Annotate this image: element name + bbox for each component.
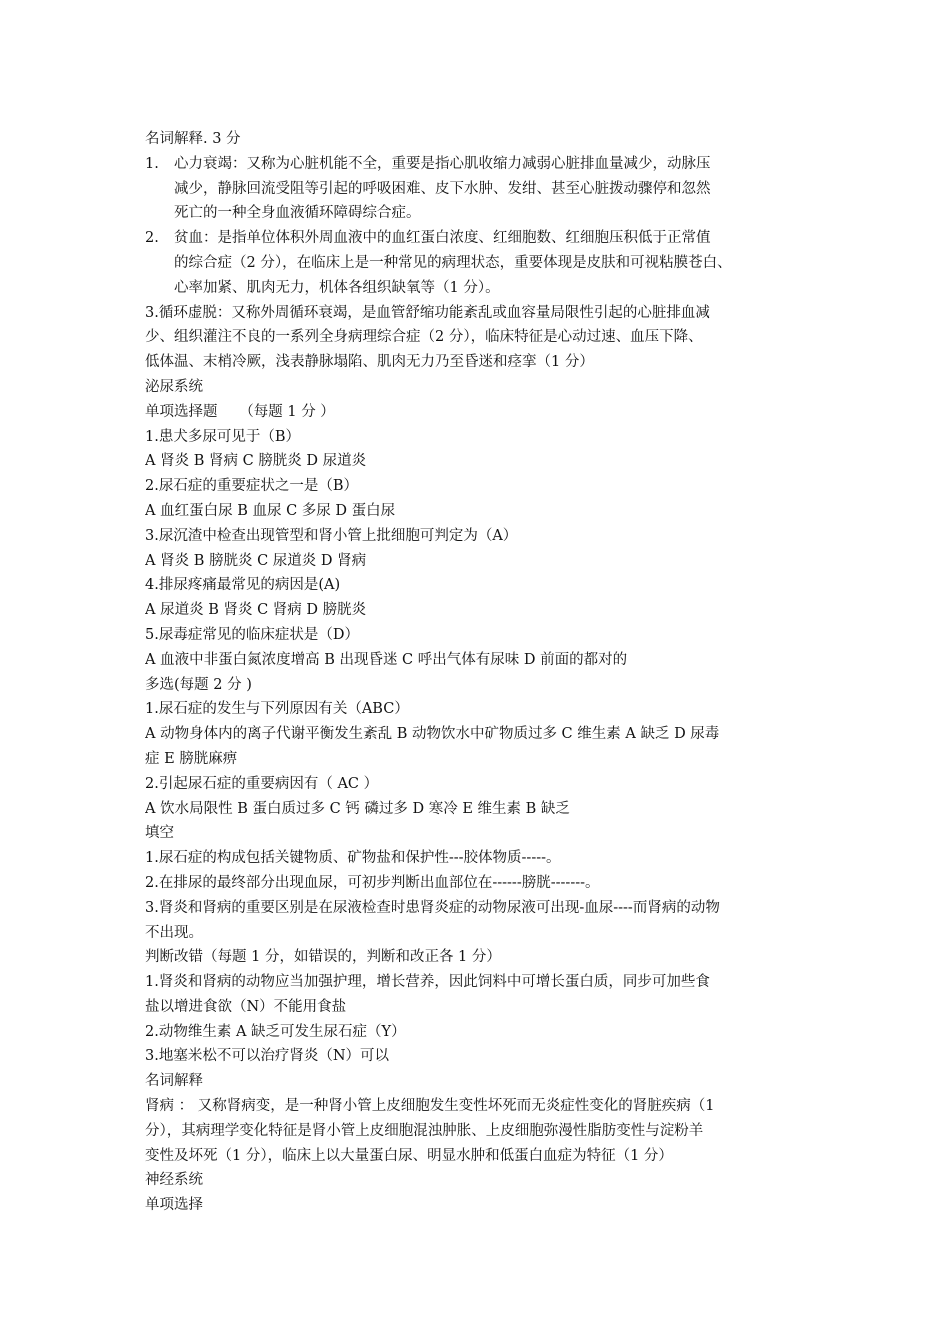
- subsection-heading: 名词解释: [145, 1073, 203, 1090]
- numbered-item: [145, 152, 815, 226]
- text-line: 减少，静脉回流受阻等引起的呼吸困难、皮下水肿、发绀、甚至心脏拨动骤停和忽然: [174, 180, 711, 197]
- text-line: 肾病 ： 又称肾病变，是一种肾小管上皮细胞发生变性坏死而无炎症性变化的肾脏疾病（1: [145, 1098, 715, 1115]
- options: A 肾炎 B 膀胱炎 C 尿道炎 D 肾病: [145, 552, 367, 569]
- text-line: 死亡的一种全身血液循环障碍综合症。: [174, 205, 421, 222]
- question: 盐以增进食欲（N）不能用食盐: [145, 998, 347, 1015]
- item-body: [174, 152, 815, 226]
- question: 3.肾炎和肾病的重要区别是在尿液检查时患肾炎症的动物尿液可出现-血尿----而肾病的动物: [145, 899, 720, 916]
- question: 3.尿沉渣中检查出现管型和肾小管上批细胞可判定为（A）: [145, 527, 518, 544]
- question: 2.尿石症的重要症状之一是（B）: [145, 478, 358, 495]
- options: A 动物身体内的离子代谢平衡发生紊乱 B 动物饮水中矿物质过多 C 维生素 A 缺乏 D 尿毒: [145, 726, 720, 743]
- options: A 肾炎 B 肾病 C 膀胱炎 D 尿道炎: [145, 453, 367, 470]
- section-heading: 神经系统: [145, 1172, 203, 1189]
- text-line: 心率加紧、肌肉无力，机体各组织缺氧等（1 分）。: [174, 279, 500, 296]
- text-line: 3.循环虚脱：又称外周循环衰竭，是血管舒缩功能紊乱或血容量局限性引起的心脏排血减: [145, 304, 710, 321]
- text-line: 的综合症（2 分），在临床上是一种常见的病理状态，重要体现是皮肤和可视粘膜苍白、: [174, 254, 732, 271]
- document-body: [145, 127, 815, 1218]
- question: 1.患犬多尿可见于（B）: [145, 428, 300, 445]
- subsection-heading: 单项选择题 （每题 1 分 ）: [145, 403, 335, 420]
- question: 2.动物维生素 A 缺乏可发生尿石症（Y）: [145, 1023, 406, 1040]
- subsection-heading: 判断改错（每题 1 分，如错误的，判断和改正各 1 分）: [145, 949, 501, 966]
- question: 不出现。: [145, 924, 203, 941]
- question: 3.地塞米松不可以治疗肾炎（N）可以: [145, 1048, 390, 1065]
- options: A 血红蛋白尿 B 血尿 C 多尿 D 蛋白尿: [145, 502, 396, 519]
- section-heading: 名词解释. 3 分: [145, 131, 241, 147]
- options: A 饮水局限性 B 蛋白质过多 C 钙 磷过多 D 寒冷 E 维生素 B 缺乏: [145, 800, 570, 817]
- question: 1.尿石症的构成包括关键物质、矿物盐和保护性---胶体物质-----。: [145, 850, 561, 867]
- text-line: 少、组织灌注不良的一系列全身病理综合症（2 分），临床特征是心动过速、血压下降、: [145, 329, 703, 346]
- options: A 血液中非蛋白氮浓度增高 B 出现昏迷 C 呼出气体有尿味 D 前面的都对的: [145, 651, 628, 668]
- item-number: 2.: [145, 230, 159, 247]
- options: 症 E 膀胱麻痹: [145, 750, 238, 767]
- section-heading: 泌尿系统: [145, 378, 203, 395]
- text-line: 贫血：是指单位体积外周血液中的血红蛋白浓度、红细胞数、红细胞压积低于正常值: [174, 230, 711, 247]
- question: 2.引起尿石症的重要病因有（ AC ）: [145, 775, 379, 792]
- question: 1.肾炎和肾病的动物应当加强护理，增长营养，因此饲料中可增长蛋白质，同步可加些食: [145, 974, 710, 991]
- subsection-heading: 多选(每题 2 分 ): [145, 676, 252, 693]
- question: 1.尿石症的发生与下列原因有关（ABC）: [145, 701, 409, 718]
- question: 2.在排尿的最终部分出现血尿，可初步判断出血部位在------膀胱-------。: [145, 874, 600, 891]
- text-line: 心力衰竭：又称为心脏机能不全，重要是指心肌收缩力减弱心脏排血量减少，动脉压: [174, 155, 711, 172]
- numbered-item: [145, 226, 815, 300]
- question: 5.尿毒症常见的临床症状是（D）: [145, 626, 359, 643]
- text-line: 低体温、末梢冷厥，浅表静脉塌陷、肌肉无力乃至昏迷和痉挛（1 分）: [145, 354, 594, 371]
- options: A 尿道炎 B 肾炎 C 肾病 D 膀胱炎: [145, 602, 367, 619]
- question: 4.排尿疼痛最常见的病因是(A): [145, 577, 341, 594]
- subsection-heading: 单项选择: [145, 1197, 203, 1214]
- item-body: [174, 226, 815, 300]
- text-line: 分），其病理学变化特征是肾小管上皮细胞混浊肿胀、上皮细胞弥漫性脂肪变性与淀粉羊: [145, 1122, 704, 1139]
- subsection-heading: 填空: [145, 825, 174, 842]
- item-number: 1.: [145, 155, 159, 172]
- text-line: 变性及坏死（1 分），临床上以大量蛋白尿、明显水肿和低蛋白血症为特征（1 分）: [145, 1147, 673, 1164]
